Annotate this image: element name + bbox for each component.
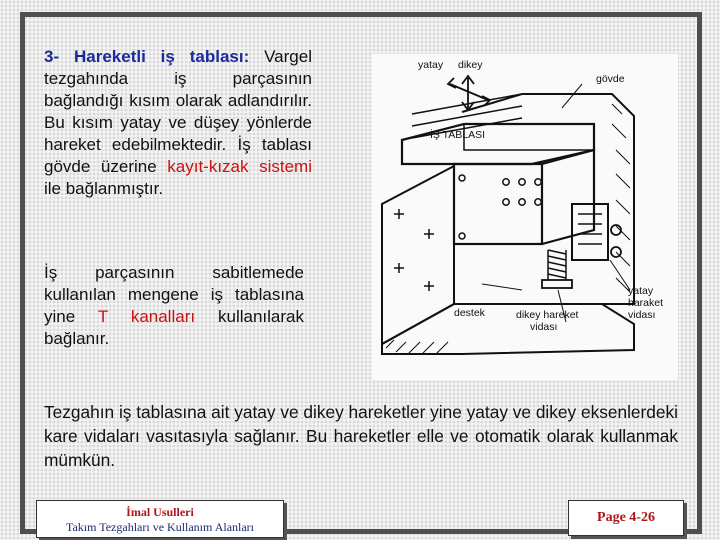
- body-hatching: [612, 104, 630, 292]
- bolt-marks: [394, 209, 434, 291]
- section-heading: 3- Hareketli iş tablası:: [44, 47, 250, 66]
- footer-subtitle: Takım Tezgahları ve Kullanım Alanları: [65, 520, 255, 534]
- work-table-front: [454, 164, 542, 244]
- footer-title: İmal Usulleri: [126, 505, 194, 519]
- horizontal-arrow: [448, 78, 490, 106]
- support-base: [382, 304, 634, 354]
- label-yatay-vida-1: yatay: [628, 285, 654, 297]
- diagram-svg: [372, 54, 678, 380]
- paragraph-text: ile bağlanmıştır.: [44, 179, 164, 198]
- paragraph-text: İş parçasının sabitlemede kullanılan mengene iş tablasına yine: [44, 263, 304, 326]
- vertical-screw-nut: [542, 280, 572, 288]
- paragraph-text: kullanılarak bağlanır.: [44, 307, 304, 348]
- label-dikey-vida-2: vidası: [530, 321, 558, 333]
- label-dikey: dikey: [458, 59, 483, 71]
- label-destek: destek: [454, 307, 485, 319]
- page-number: Page 4-26: [568, 500, 684, 536]
- vertical-screw-thread: [548, 250, 566, 280]
- label-dikey-vida-1: dikey hareket: [516, 309, 579, 321]
- work-table-right: [542, 150, 594, 244]
- highlight-kayit-kizak: kayıt-kızak sistemi: [167, 157, 312, 176]
- label-yatay-vida-3: vidası: [628, 309, 656, 321]
- left-wing: [382, 166, 454, 344]
- horizontal-screw-teeth: [578, 214, 602, 244]
- label-yatay-vida-2: haraket: [628, 297, 664, 309]
- paragraph-text: Vargel tezgahında iş parçasının bağlandığı kısım olarak adlandırılır. Bu kısım yatay ve düşey yönlerde hareket edebilmektedir. İş tablası gövde üzerine: [44, 47, 312, 176]
- support-hatching: [386, 340, 448, 354]
- label-is-tablasi: İŞ TABLASI: [430, 129, 486, 141]
- work-table-diagram: [372, 54, 678, 380]
- footer-course-box: [36, 500, 284, 538]
- label-govde: gövde: [596, 73, 625, 85]
- label-yatay: yatay: [418, 59, 444, 71]
- paragraph-moving-table: [44, 46, 312, 200]
- paragraph-vise: [44, 262, 304, 350]
- highlight-t-kanallari: T kanalları: [97, 307, 196, 326]
- paragraph-movements: Tezgahın iş tablasına ait yatay ve dikey hareketler yine yatay ve dikey eksenlerdeki kare vidaları vasıtasıyla sağlanır. Bu hareketler elle ve otomatik olarak kullanmak mümkün.: [44, 402, 678, 470]
